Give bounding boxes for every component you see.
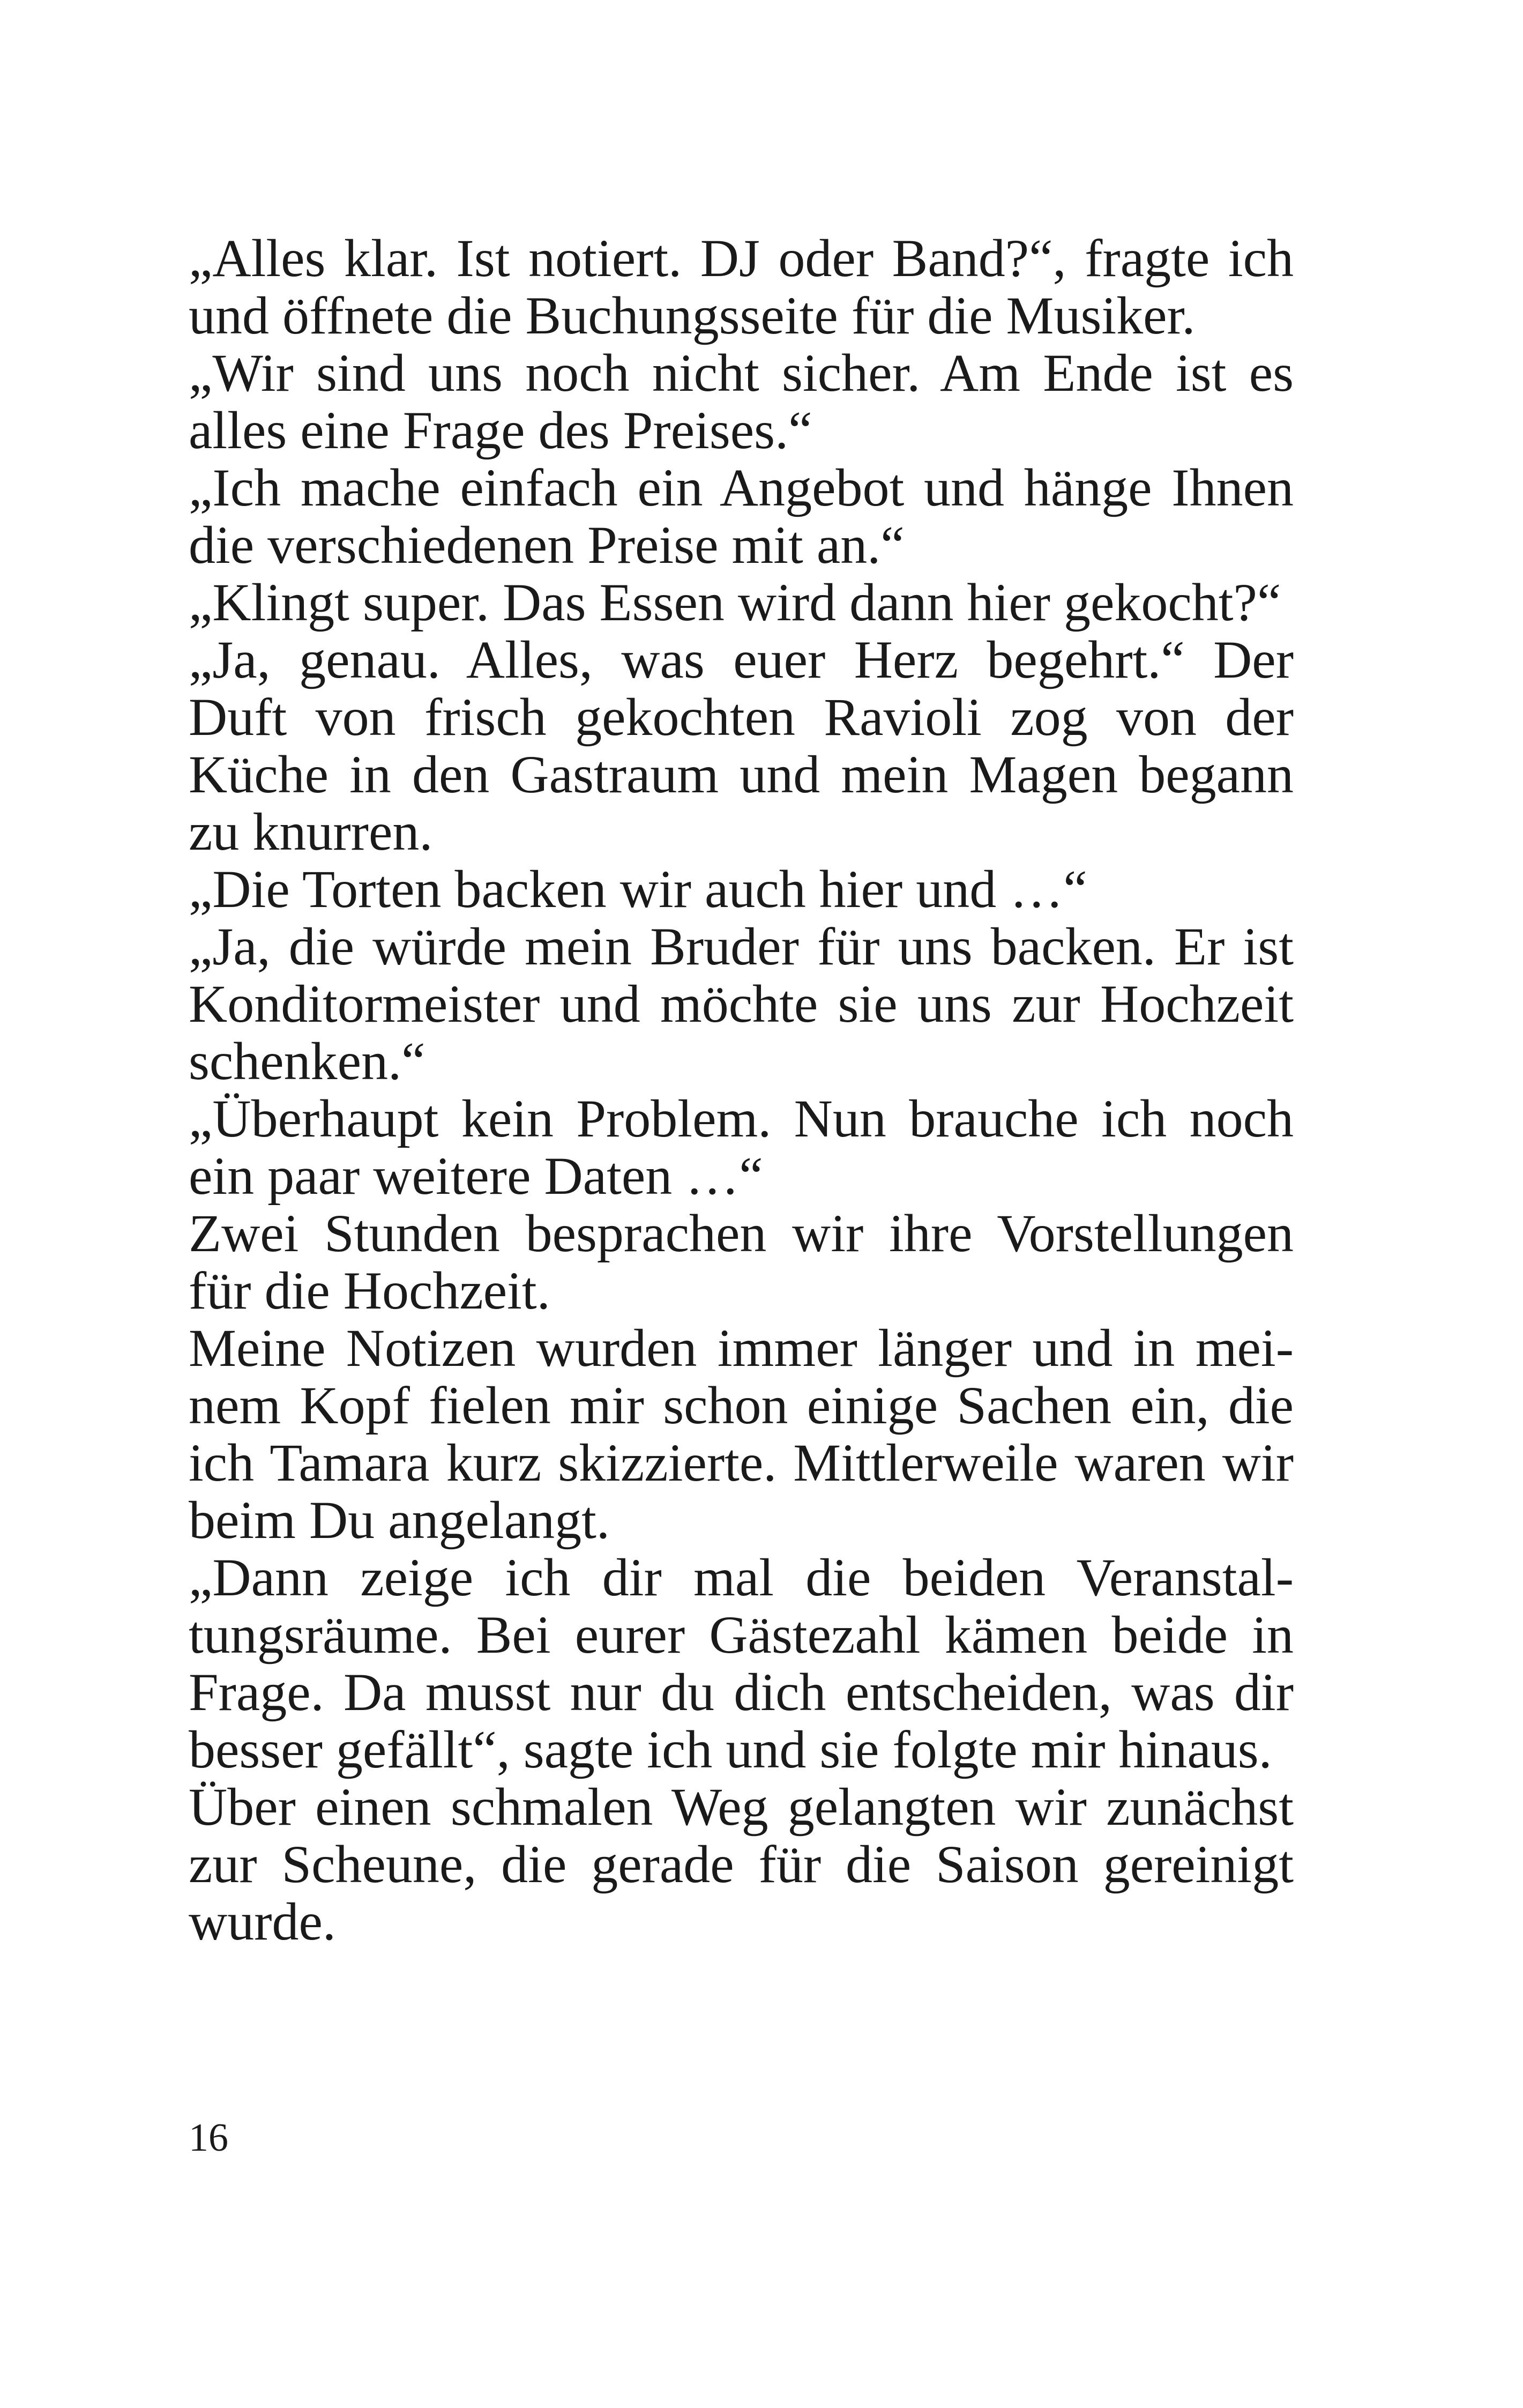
body-text: [189, 229, 1294, 1950]
paragraph: „Ich mache einfach ein Angebot und hänge Ihnen die verschiedenen Preise mit an.“: [189, 458, 1294, 575]
paragraph: „Alles klar. Ist notiert. DJ oder Band?“, fragte ich und öffnete die Buchungsseite für die Musiker.: [189, 228, 1294, 345]
paragraph: „Wir sind uns noch nicht sicher. Am Ende ist es alles eine Frage des Preises.“: [189, 343, 1294, 460]
page-number: 16: [189, 2116, 228, 2160]
paragraph: Über einen schmalen Weg gelangten wir zunächst zur Scheune, die gerade für die Saison gereinigt wurde.: [189, 1777, 1294, 1951]
paragraph: „Überhaupt kein Problem. Nun brauche ich noch ein paar weitere Daten …“: [189, 1089, 1294, 1206]
paragraph: Zwei Stunden besprachen wir ihre Vorstellungen für die Hochzeit.: [189, 1203, 1294, 1320]
paragraph: „Klingt super. Das Essen wird dann hier gekocht?“: [189, 573, 1281, 632]
paragraph: „Ja, die würde mein Bruder für uns backen. Er ist Konditormeister und möchte sie uns zur Hochzeit schenken.“: [189, 917, 1294, 1091]
paragraph: „Dann zeige ich dir mal die beiden Veranstaltungsräume. Bei eurer Gästezahl kämen beide in Frage. Da musst nur du dich entscheiden, was dir besser gefällt“, sagte ich und sie folgte mir hinaus.: [189, 1548, 1294, 1779]
paragraph: „Ja, genau. Alles, was euer Herz begehrt.“ Der Duft von frisch gekochten Ravioli zog von der Küche in den Gastraum und mein Magen begann zu knurren.: [189, 630, 1294, 861]
paragraph: Meine Notizen wurden immer länger und in meinem Kopf fielen mir schon einige Sachen ein, die ich Tamara kurz skizzierte. Mittlerweile waren wir beim Du angelangt.: [189, 1318, 1294, 1550]
paragraph: „Die Torten backen wir auch hier und …“: [189, 859, 1087, 919]
